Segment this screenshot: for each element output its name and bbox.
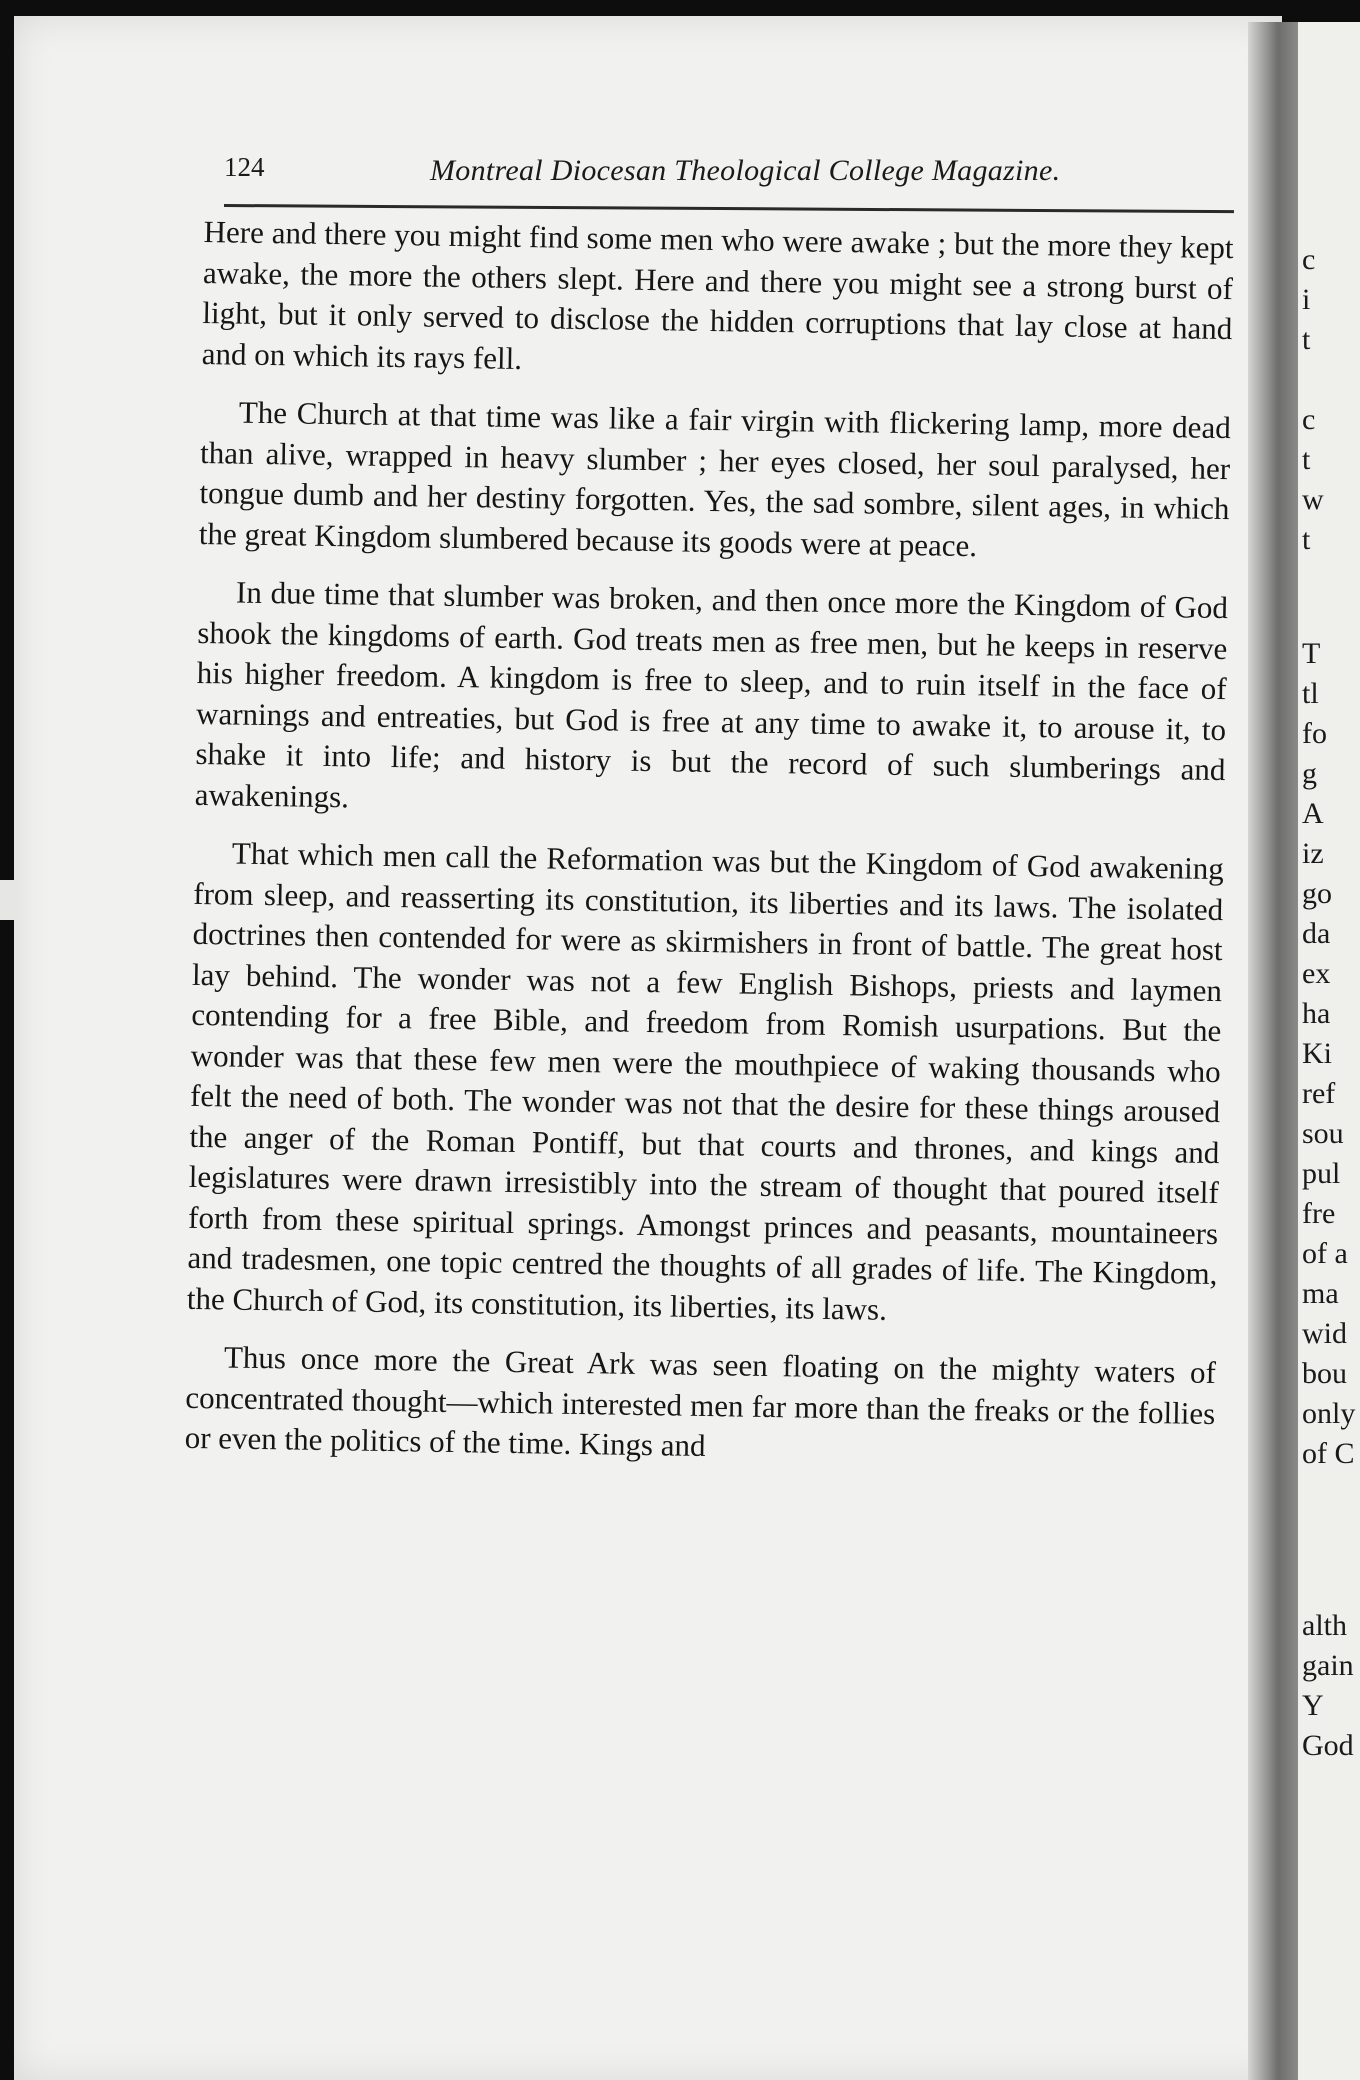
fragment: t [1302, 523, 1311, 556]
fragment: c [1302, 403, 1316, 436]
paragraph-2: The Church at that time was like a fair virgin with flickering lamp, more dead than alive, wrapped in heavy slumber ; her eyes closed, her soul paralysed, her tongue dumb and her destiny forgotten. Yes, the sad sombre, silent ages, in which the great Kingdom slumbered because its goods were at peace. [198, 394, 1232, 563]
fragment-gap [1302, 560, 1360, 634]
fragment: ha [1302, 997, 1331, 1030]
paragraph-3: In due time that slumber was broken, and then once more the Kingdom of God shook the kingdoms of earth. God treats men as free men, but he keeps in reserve his higher freedom. A kingdom is free to sleep, and to ruin itself in the face of warnings and entreaties, but God is free at any time to awake it, to arouse it, to shake it into life; and history is but the record of such slumberings and awakenings. [194, 574, 1229, 814]
fragment: of C [1302, 1437, 1355, 1470]
paragraph-1: Here and there you might find some men who were awake ; but the more they kept awake, the more the others slept. Here and there you might see a strong burst of light, but it only served to disclose the hidden corruptions that lay close at hand and on which its rays fell. [201, 213, 1234, 376]
facing-page-fragments [1302, 240, 1360, 1766]
body-text [184, 212, 1234, 1493]
book-gutter [1248, 22, 1298, 2080]
fragment: iz [1302, 837, 1324, 870]
fragment: da [1302, 917, 1331, 950]
fragment: A [1302, 797, 1324, 830]
fragment: t [1302, 323, 1311, 356]
fragment: alth [1302, 1609, 1347, 1642]
fragment: Y [1302, 1689, 1324, 1722]
fragment: wid [1302, 1317, 1347, 1350]
page-number: 124 [224, 152, 265, 182]
paragraph-4: That which men call the Reformation was but the Kingdom of God awakening from sleep, and reasserting its constitution, its liberties and its laws. The isolated doctrines then contended for were as skirmishers in front of battle. The great host lay behind. The wonder was not a few English Bishops, priests and laymen contending for a free Bible, and freedom from Romish usurpations. But the wonder was that these few men were the mouthpiece of waking thousands who felt the need of both. The wonder was not that the desire for these things aroused the anger of the Roman Pontiff, but that courts and thrones, and kings and legislatures were drawn irresistibly into the stream of thought that poured itself forth from these spiritual springs. Amongst princes and peasants, mountaineers and tradesmen, one topic centred the thoughts of all grades of life. The Kingdom, the Church of God, its constitution, its liberties, its laws. [186, 835, 1225, 1327]
fragment: God [1302, 1729, 1354, 1762]
fragment: w [1302, 483, 1324, 516]
fragment: bou [1302, 1357, 1347, 1390]
fragment: T [1302, 637, 1321, 670]
page-header [224, 142, 1236, 198]
fragment: ma [1302, 1277, 1339, 1310]
fragment: gain [1302, 1649, 1354, 1682]
fragment: i [1302, 283, 1311, 316]
fragment: ref [1302, 1077, 1336, 1110]
fragment-gap [1302, 360, 1360, 400]
fragment: fo [1302, 717, 1327, 750]
fragment: c [1302, 243, 1316, 276]
fragment: t [1302, 443, 1311, 476]
fragment: sou [1302, 1117, 1344, 1150]
fragment: pul [1302, 1157, 1341, 1190]
fragment: ex [1302, 957, 1331, 990]
paragraph-5: Thus once more the Great Ark was seen floating on the mighty waters of concentrated thought—which interested men far more than the freaks or the follies or even the politics of the time. Kings and [184, 1339, 1217, 1464]
margin-smudge [0, 880, 18, 920]
fragment: Ki [1302, 1037, 1332, 1070]
running-title: Montreal Diocesan Theological College Magazine. [430, 154, 1061, 187]
fragment: of a [1302, 1237, 1348, 1270]
fragment: g [1302, 757, 1317, 790]
fragment-gap [1302, 1474, 1360, 1606]
fragment: only [1302, 1397, 1356, 1430]
fragment: fre [1302, 1197, 1336, 1230]
fragment: go [1302, 877, 1332, 910]
fragment: tl [1302, 677, 1319, 710]
